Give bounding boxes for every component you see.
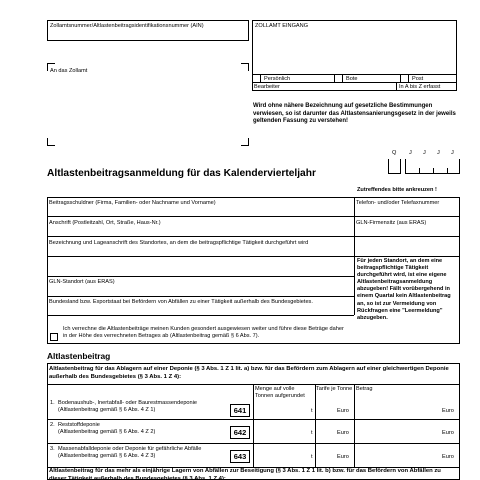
post-label: Post: [412, 76, 424, 82]
table-row: 1. Bodenaushub-, Inertabfall- oder Baurestmassendeponie (Altlastenbeitrag gemäß § 6 Abs. 4 Z 1) 641 t Euro Euro: [50, 400, 454, 415]
row-line1: Reststoffdeponie: [58, 422, 100, 428]
legal-notice: Wird ohne nähere Bezeichnung auf gesetzliche Bestimmungen verwiesen, so ist darunter das Altlastensanierungsgesetz in der jeweils geltenden Fassung zu verstehen!: [253, 103, 456, 124]
row-number: 1.: [50, 400, 55, 406]
standort-hinweis: Für jeden Standort, an dem eine beitragspflichtige Tätigkeit durchgeführt wird, ist eine eigene Altlastenbeitragsanmeldung abzugeben! Fällt vorübergehend in einem Quartal kein Altlastenbeitrag an, so ist zur Vermeidung von Rückfragen eine "Leermeldung" abzugeben.: [357, 258, 451, 321]
page-title: Altlastenbeitragsanmeldung für das Kalendervierteljahr: [47, 168, 316, 179]
year-letter: J: [409, 150, 412, 156]
address-corner-bl: [47, 138, 55, 146]
in-a-bis-z-label: In A bis Z erfasst: [399, 84, 441, 90]
row-line2: (Altlastenbeitrag gemäß § 6 Abs. 4 Z 2): [58, 429, 156, 435]
row-number: 3.: [50, 446, 55, 452]
row-line1: Massenabfalldeponie oder Deponie für gefährliche Abfälle: [58, 446, 202, 452]
gln-standort-field[interactable]: GLN-Standort (aus ERAS): [49, 279, 115, 285]
menge-unit[interactable]: t: [311, 430, 313, 436]
year-letter: J: [437, 150, 440, 156]
standort-field[interactable]: Bezeichnung und Lageanschrift des Standortes, an dem die beitragspflichtige Tätigkeit durchgeführt wird: [49, 240, 309, 246]
year-letter: J: [451, 150, 454, 156]
table-row: [47, 420, 460, 441]
bote-label: Bote: [346, 76, 358, 82]
grid-row-divider: [47, 236, 460, 237]
schuldner-field[interactable]: Beitragsschuldner (Firma, Familien- oder Nachname und Vorname): [49, 200, 216, 206]
address-corner-tr: [241, 63, 249, 71]
address-corner-br: [241, 138, 249, 146]
gln-firma-field[interactable]: GLN-Firmensitz (aus ERAS): [356, 220, 427, 226]
col-tarif-header: Tarife je Tonne: [316, 386, 353, 392]
grid-row-divider: [47, 296, 354, 297]
an-das-zollamt-label: An das Zollamt: [50, 68, 88, 74]
tarif-unit[interactable]: Euro: [337, 430, 349, 436]
row-number: 2.: [50, 422, 55, 428]
year-digit-divider: [447, 168, 448, 174]
section-title: Altlastenbeitrag: [47, 351, 111, 361]
tarif-unit[interactable]: Euro: [337, 408, 349, 414]
anschrift-field[interactable]: Anschrift (Postleitzahl, Ort, Straße, Haus-Nr.): [49, 220, 161, 226]
betrag-unit[interactable]: Euro: [442, 408, 454, 414]
persoenlich-checkbox[interactable]: [252, 74, 261, 83]
year-letter: J: [423, 150, 426, 156]
betrag-unit[interactable]: Euro: [442, 454, 454, 460]
section-b-heading: Altlastenbeitrag für das mehr als einjährige Lagern von Abfällen zur Beseitigung (§ 3 Abs. 1 Z 1 lit. b) bzw. für das Befördern von Abfällen zu dieser Tätigkeit außerhalb des Bundesgebietes (§ 3 Abs. 1 Z 4):: [49, 468, 441, 480]
row-line2: (Altlastenbeitrag gemäß § 6 Abs. 4 Z 1): [58, 407, 156, 413]
grid-row-divider: [47, 276, 354, 277]
row-code: 643: [230, 450, 250, 463]
zutreffendes-hint: Zutreffendes bitte ankreuzen !: [357, 187, 437, 193]
telefon-field[interactable]: Telefon- und/oder Telefaxnummer: [356, 200, 440, 206]
row-code: 642: [230, 426, 250, 439]
bearbeiter-label: Bearbeiter: [254, 84, 280, 90]
table-row: [47, 444, 460, 467]
tarif-unit[interactable]: Euro: [337, 454, 349, 460]
post-checkbox[interactable]: [400, 74, 409, 83]
grid-row-divider: [47, 216, 460, 217]
year-digit-divider: [419, 168, 420, 174]
persoenlich-label: Persönlich: [264, 76, 291, 82]
verrechne-label: Ich verrechne die Altlastenbeiträge meinen Kunden gesondert ausgewiesen weiter und führe diese Beträge daher in der Höhe des verrechneten Betrages ab (Altlastenbeitrag gemäß § 6 Abs. 7).: [63, 326, 344, 339]
year-digit-divider: [433, 168, 434, 174]
quarter-letter: Q: [392, 150, 397, 156]
quarter-year-group: [388, 150, 460, 176]
row-line1: Bodenaushub-, Inertabfall- oder Baurestmassendeponie: [58, 400, 198, 406]
verrechne-checkbox[interactable]: [50, 333, 58, 341]
eingang-divider: [252, 74, 457, 75]
betrag-unit[interactable]: Euro: [442, 430, 454, 436]
grid-row-divider: [47, 315, 354, 316]
section-a-heading: Altlastenbeitrag für das Ablagern auf einer Deponie (§ 3 Abs. 1 Z 1 lit. a) bzw. für das Befördern zum Ablagern auf einer gleichwertigen Deponie außerhalb des Bundesgebietes (§ 3 Abs. 1 Z 4):: [49, 366, 449, 380]
row-line2: (Altlastenbeitrag gemäß § 6 Abs. 4 Z 3): [58, 453, 156, 459]
row-code: 641: [230, 404, 250, 417]
bundesland-field[interactable]: Bundesland bzw. Exportstaat bei Befördern von Abfällen zu einer Tätigkeit außerhalb des Bundesgebietes.: [49, 299, 313, 305]
bearbeiter-divider: [396, 82, 397, 91]
menge-unit[interactable]: t: [311, 454, 313, 460]
ain-label: Zollamtsnummer/Altlastenbeitragsidentifikationsnummer (AIN): [50, 23, 204, 29]
col-betrag-header: Betrag: [356, 386, 373, 392]
grid-row-divider: [47, 256, 460, 257]
col-menge-header: Menge auf volle Tonnen aufgerundet: [255, 386, 305, 399]
ain-box[interactable]: [47, 20, 249, 41]
zollamt-eingang-label: ZOLLAMT EINGANG: [255, 23, 309, 29]
quarter-input[interactable]: [388, 159, 401, 174]
bote-checkbox[interactable]: [334, 74, 343, 83]
